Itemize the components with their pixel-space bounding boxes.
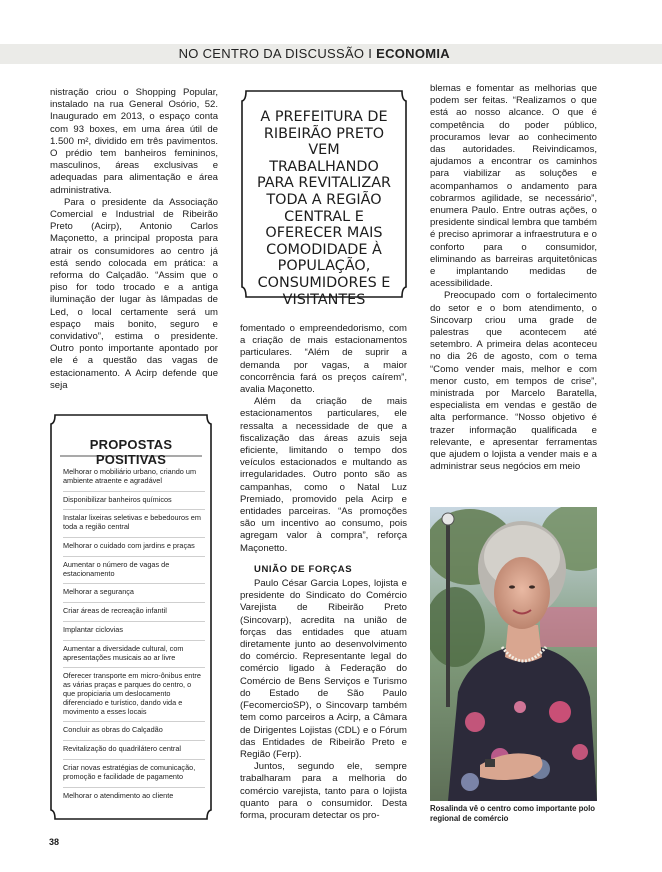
page-number: 38 (49, 837, 60, 847)
paragraph: Paulo César Garcia Lopes, lojista e presidente do Sindicato do Comércio Varejista de Ribeirão Preto (Sincovarp), acredita na união de forças das entidades que atuam diretamente junto ao desenvolvimento do comércio. Representante legal do comércio ligado à Federação do Comércio de Bens Serviços e Turismo do Estado de São Paulo (FecomercioSP), o Sincovarp também tem como parceiros a Acirp, a Câmara de Dirigentes Lojistas (CDL) e o Fórum das Entidades de Ribeirão Preto e Região (Ferp). (240, 578, 407, 760)
section-name: ECONOMIA (376, 46, 450, 61)
portrait-photo-illustration (430, 507, 597, 801)
proposal-item: Oferecer transporte em micro-ônibus entre as várias praças e parques do centro, o que propiciaria um deslocamento diferenciado e turístico, dando vida e movimento a esses locais (63, 668, 205, 722)
proposal-item: Aumentar o número de vagas de estacionamento (63, 557, 205, 585)
proposals-box-title: PROPOSTAS POSITIVAS (89, 437, 173, 467)
paragraph: Juntos, segundo ele, sempre trabalharam para a melhoria do comércio varejista, tanto para o lojista quanto para o consumidor. Desta forma, procuram detectar os pro- (240, 761, 407, 821)
paragraph: Preocupado com o fortalecimento do setor e o bom atendimento, o Sincovarp criou uma grade de palestras que acontecem até setembro. A primeira delas aconteceu no dia 26 de agosto, com o tema “Como vender mais, melhor e com menor custo, em tempos de crise”, ministrada por Marcelo Baratella, especialista em vendas e gestão de alta performance. “Nosso objetivo é trazer informação qualificada e relevante, e apresentar ferramentas que ajudem o lojista a vender mais e a administrar seus negócios em meio (430, 290, 597, 473)
proposal-item: Instalar lixeiras seletivas e bebedouros em toda a região central (63, 510, 205, 538)
proposal-item: Disponibilizar banheiros químicos (63, 492, 205, 511)
article-column-1 (50, 87, 218, 392)
article-column-2 (240, 323, 407, 822)
pull-quote (238, 87, 410, 308)
photo-caption: Rosalinda vê o centro como importante polo regional de comércio (430, 804, 596, 823)
proposal-item: Melhorar o cuidado com jardins e praças (63, 538, 205, 557)
subheading: UNIÃO DE FORÇAS (254, 563, 353, 575)
paragraph: blemas e fomentar as melhorias que podem ser feitas. “Realizamos o que está ao nosso alcance. O que é competência do poder público, procuramos levar ao conhecimento das autoridades. Reivindicamos, ajudamos a encontrar os caminhos para viabilizar as soluções e acompanhamos o andamento para cobrarmos agilidade, se necessário”, enumera Paulo. Entre outras ações, o presidente sindical lembra que também é preciso aprimorar a infraestrutura e o conforto para o consumidor, eliminando as barreiras arquitetônicas e implantando medidas de acessibilidade. (430, 83, 597, 290)
portrait-photo (430, 507, 597, 801)
paragraph: nistração criou o Shopping Popular, instalado na rua General Osório, 52. Inaugurado em 2013, o espaço conta com 93 boxes, em uma área útil de 1.500 m², dividido em três pavimentos. O prédio tem banheiros femininos, masculinos, áreas exclusivas e adequadas para alimentação e área administrativa. (50, 87, 218, 196)
proposal-item: Implantar ciclovias (63, 622, 205, 641)
proposal-item: Criar novas estratégias de comunicação, promoção e facilidade de pagamento (63, 760, 205, 788)
section-title (179, 46, 450, 61)
pull-quote-text: A PREFEITURA DE RIBEIRÃO PRETO VEM TRABALHANDO PARA REVITALIZAR TODA A REGIÃO CENTRAL E OFERECER MAIS COMODIDADE À POPULAÇÃO, CONSUMIDORES E VISITANTES (256, 109, 392, 308)
proposal-item: Aumentar a diversidade cultural, com apresentações musicais ao ar livre (63, 641, 205, 669)
proposal-item: Melhorar o mobiliário urbano, criando um ambiente atraente e agradável (63, 464, 205, 492)
article-column-3 (430, 83, 597, 474)
paragraph: fomentado o empreendedorismo, com a criação de mais estacionamentos particulares. “Além de suprir a demanda por vagas, a maior concorrência fará os preços caírem”, avalia Maçonetto. (240, 323, 407, 396)
section-prefix: NO CENTRO DA DISCUSSÃO I (178, 46, 377, 61)
proposal-item: Criar áreas de recreação infantil (63, 603, 205, 622)
proposal-item: Concluir as obras do Calçadão (63, 722, 205, 741)
proposal-item: Melhorar o atendimento ao cliente (63, 790, 174, 800)
proposals-list (63, 464, 205, 805)
proposal-item: Melhorar a segurança (63, 584, 205, 603)
proposal-item: Revitalização do quadrilátero central (63, 741, 205, 760)
paragraph: Além da criação de mais estacionamentos particulares, ele ressalta a necessidade de que a fiscalização das áreas azuis seja eficiente, limitando o tempo dos veículos estacionados e multando as irregularidades. Outro ponto são as campanhas, como o Natal Luz Premiado, promovido pela Acirp e entidades parceiras. “As promoções são um incentivo ao consumo, pois agregam valor à compra”, reforça Maçonetto. (240, 396, 407, 554)
proposals-box (48, 412, 214, 822)
paragraph: Para o presidente da Associação Comercial e Industrial de Ribeirão Preto (Acirp), Antonio Carlos Maçonetto, a principal proposta para atrair os consumidores ao centro já está sendo colocada em prática: a reforma do Calçadão. “Assim que o piso for todo trocado e a antiga iluminação der lugar às lâmpadas de Led, o local certamente será um espaço mais bonito, seguro e convidativo”, estima o presidente. Outro ponto importante apontado por ele é a questão das vagas de estacionamento. A Acirp defende que seja (50, 196, 218, 391)
